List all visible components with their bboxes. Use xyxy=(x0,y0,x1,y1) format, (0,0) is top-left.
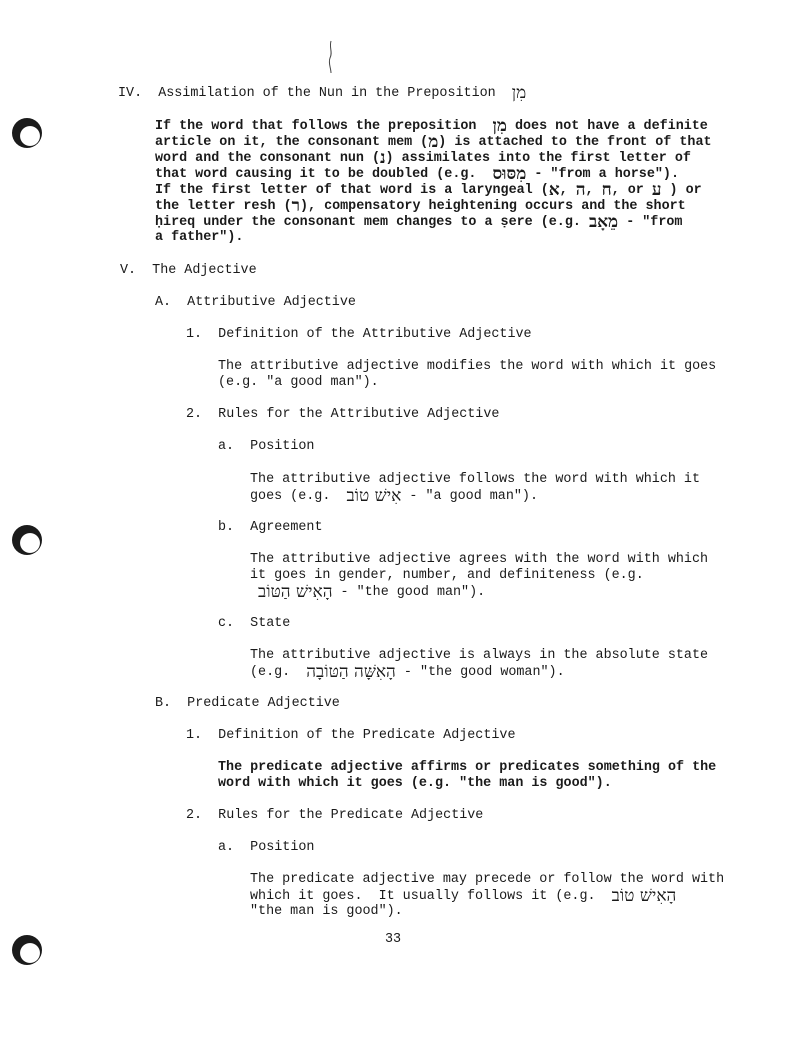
item-heading: 1. Definition of the Predicate Adjective xyxy=(186,728,516,743)
item-heading: 2. Rules for the Attributive Adjective xyxy=(186,407,500,422)
punch-hole xyxy=(12,525,42,555)
page-number: 33 xyxy=(385,932,402,947)
paragraph-line: that word causing it to be doubled (e.g. מִסּוּס - "from a horse"). xyxy=(155,164,679,184)
paragraph-line: The attributive adjective modifies the word with which it goes xyxy=(218,359,717,374)
punch-hole xyxy=(12,935,42,965)
subitem-heading: c. State xyxy=(218,616,291,631)
paragraph-line: The predicate adjective may precede or follow the word with xyxy=(250,872,725,887)
section-heading: IV. Assimilation of the Nun in the Preposition מִן xyxy=(118,83,527,103)
subitem-heading: a. Position xyxy=(218,439,315,454)
paragraph-line: article on it, the consonant mem (מ) is attached to the front of that xyxy=(155,132,712,152)
subsection-heading: B. Predicate Adjective xyxy=(155,696,340,711)
paragraph-line: If the first letter of that word is a laryngeal (א, ה, ח, or ע ) or xyxy=(155,180,702,200)
paragraph-line: word with which it goes (e.g. "the man is good"). xyxy=(218,776,612,791)
subsection-heading: A. Attributive Adjective xyxy=(155,295,356,310)
paragraph-line: הָאִישׁ הַטּוֹב - "the good man"). xyxy=(258,582,486,602)
paragraph-line: The attributive adjective agrees with the word with which xyxy=(250,552,709,567)
item-heading: 2. Rules for the Predicate Adjective xyxy=(186,808,484,823)
paragraph-line: goes (e.g. אִישׁ טוֹב - "a good man"). xyxy=(250,486,538,506)
pen-mark xyxy=(326,40,336,74)
paragraph-line: (e.g. הָאִשָּׁה הַטּוֹבָה - "the good woman"). xyxy=(250,662,565,682)
paragraph-line: The predicate adjective affirms or predicates something of the xyxy=(218,760,717,775)
paragraph-line: The attributive adjective is always in the absolute state xyxy=(250,648,709,663)
paragraph-line: (e.g. "a good man"). xyxy=(218,375,379,390)
paragraph-line: word and the consonant nun (נ) assimilates into the first letter of xyxy=(155,148,691,168)
paragraph-line: "the man is good"). xyxy=(250,904,403,919)
paragraph-line: the letter resh (ר), compensatory heightening occurs and the short xyxy=(155,196,686,216)
section-heading: V. The Adjective xyxy=(120,263,257,278)
paragraph-line: The attributive adjective follows the word with which it xyxy=(250,472,700,487)
item-heading: 1. Definition of the Attributive Adjective xyxy=(186,327,532,342)
punch-hole xyxy=(12,118,42,148)
paragraph-line: it goes in gender, number, and definiteness (e.g. xyxy=(250,568,644,583)
paragraph-line: which it goes. It usually follows it (e.g. הָאִישׁ טוֹב xyxy=(250,886,677,906)
paragraph-line: ḥireq under the consonant mem changes to a ṣere (e.g. מֵאָב - "from xyxy=(155,212,683,232)
subitem-heading: b. Agreement xyxy=(218,520,323,535)
paragraph-line: If the word that follows the preposition מִן does not have a definite xyxy=(155,116,708,136)
paragraph-line: a father"). xyxy=(155,230,244,245)
subitem-heading: a. Position xyxy=(218,840,315,855)
